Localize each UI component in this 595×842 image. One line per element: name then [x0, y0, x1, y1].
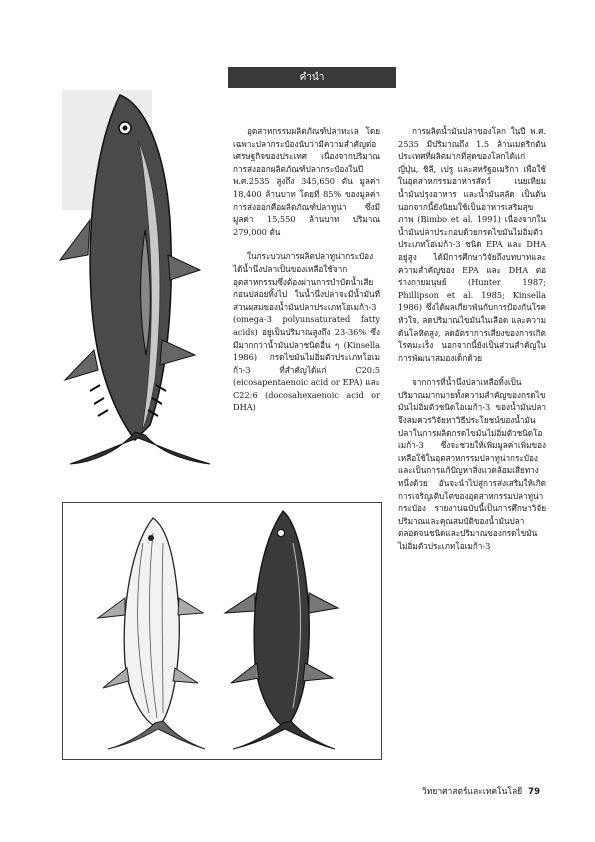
- tuna-dark-illustration: [225, 511, 338, 749]
- paragraph: อุตสาหกรรมผลิตภัณฑ์ปลาทะเล โดยเฉพาะปลากระป๋องนับว่ามีความสำคัญต่อเศรษฐกิจของประเทศ เนื่องจากปริมาณการส่งออกผลิตภัณฑ์ปลากระป๋องในปี พ.ศ.2535 สูงถึง 345,650 ตัน มูลค่า 18,400 ล้านบาท โดยที่ 85% ของมูลค่าการส่งออกคือผลิตภัณฑ์ปลาทูน่า ซึ่งมีมูลค่า 15,550 ล้านบาท ปริมาณ 279,000 ตัน: [233, 126, 380, 237]
- page-number: 79: [528, 787, 540, 797]
- tuna-illustration-large: [50, 80, 230, 465]
- paragraph: ในกระบวนการผลิตปลาทูน่ากระป๋องได้น้ำนึ่งปลาเป็นของเหลือใช้จากอุตสาหกรรมซึ่งต้องผ่านการบำบัดน้ำเสียก่อนปล่อยทิ้งไป ในน้ำนึ่งปลาจะมีน้ำมันที่ส่วนผสมของน้ำมันปลาประเภทโอเมก้า-3 (omega-3 polyunsaturated fatty acids) อยู่เป็นปริมาณสูงถึง 23-36% ซึ่งมีมากกว่าน้ำมันปลาชนิดอื่น ๆ (Kinsella 1986) กรดไขมันไม่อิ่มตัวประเภทโอเมก้า-3 ที่สำคัญได้แก่ C20:5 (eicosapentaenoic acid or EPA) และ C22:6 (docosahexaenoic acid or DHA): [233, 251, 380, 413]
- page-footer: [380, 784, 540, 798]
- paragraph: จากการที่น้ำนึ่งปลาเหลือทิ้งเป็นปริมาณมากมายทั้งความสำคัญของกรดไขมันไม่อิ่มตัวชนิดโอเมก้า-3 ของน้ำมันปลา จึงสมควรวิจัยหาวิธีประโยชน์ของน้ำมันปลาในการผลิตกรดไขมันไม่อิ่มตัวชนิดโอเมก้า-3 ซึ่งจะช่วยให้เพิ่มมูลค่าเพิ่มของเหลือใช้ในอุตสาหกรรมปลาทูน่ากระป๋อง และเป็นการแก้ปัญหาสิ่งแวดล้อมเสียทางหนึ่งด้วย อันจะนำไปสู่การส่งเสริมให้เกิดการเจริญเติบโตของอุตสาหกรรมปลาทูน่ากระป๋อง รายงานฉบับนี้เป็นการศึกษาวิจัยปริมาณและคุณสมบัติของน้ำมันปลา ตลอดจนชนิดและปริมาณของกรดไขมันไม่อิ่มตัวประเภทโอเมก้า-3: [398, 377, 546, 551]
- text-column-right: [398, 125, 546, 565]
- tuna-pair-illustration: [63, 503, 381, 759]
- section-title: คำนำ: [299, 72, 325, 83]
- tuna-striped-illustration: [98, 518, 205, 749]
- section-header: [228, 67, 396, 88]
- tuna-illustration-box: [62, 502, 382, 760]
- text-column-left: [233, 125, 380, 426]
- paragraph: การผลิตน้ำมันปลาของโลก ในปี พ.ศ. 2535 มีปริมาณถึง 1.5 ล้านเมตริกตัน ประเทศที่ผลิตมากที่สุดของโลกได้แก่ ญี่ปุ่น, ชิลี, เปรู และสหรัฐอเมริกา เพื่อใช้ในอุตสาหกรรมอาหารสัตว์ เนยเทียม น้ำมันปรุงอาหาร และน้ำมันสลัด เป็นต้น นอกจากนี้ยังนิยมใช้เป็นอาหารเสริมสุขภาพ (Bimbo et al. 1991) เนื่องจากในน้ำมันปลาประกอบด้วยกรดไขมันไม่อิ่มตัวประเภทโอเมก้า-3 ชนิด EPA และ DHA อยู่สูง ได้มีการศึกษาวิจัยถึงบทบาทและความสำคัญของ EPA และ DHA ต่อร่างกายมนุษย์ (Hunter 1987; Phillipson et al. 1985; Kinsella 1986) ซึ่งได้ผลเกี่ยวพันกับการป้องกันโรคหัวใจ, ลดปริมาณไขมันในเลือด และความดันโลหิตสูง, ลดอัตราการเสี่ยงของการเกิดโรคมะเร็ง นอกจากนี้ยังเป็นส่วนสำคัญในการพัฒนาสมองเด็กด้วย: [398, 126, 546, 363]
- journal-name: วิทยาศาสตร์และเทคโนโลยี: [422, 787, 523, 797]
